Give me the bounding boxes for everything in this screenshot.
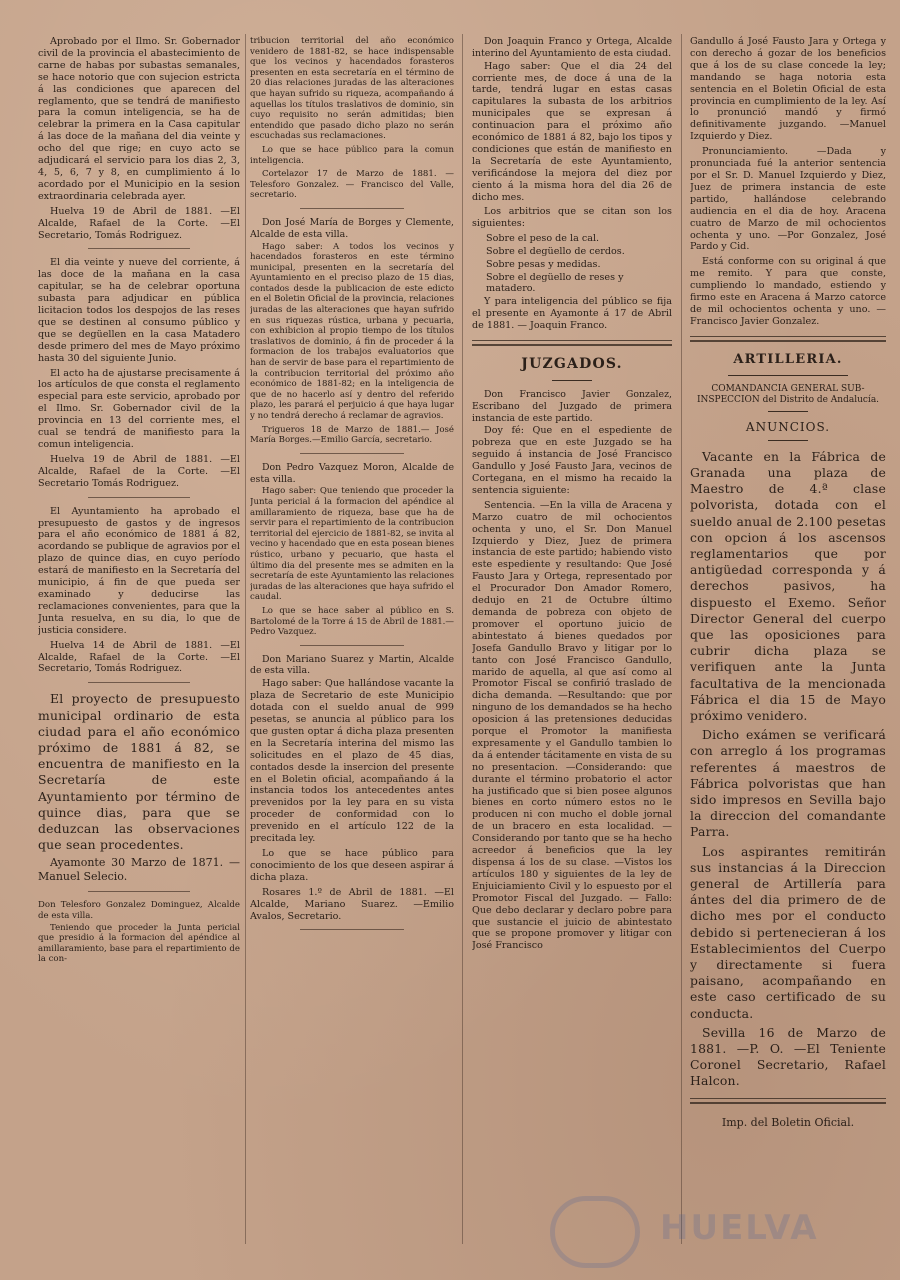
separator bbox=[768, 440, 808, 441]
notice-pronunciamiento: Pronunciamiento. —Dada y pronunciada fué la anterior sentencia por el Sr. D. Manuel Izquierdo y Diez, Juez de primera instancia de este partido, hallándose celebrando audiencia en el dia de hoy. Aracena cuatro de Marzo de mil ochocientos ochenta y uno. —Por Gonzalez, José Pardo y Cid. bbox=[690, 146, 886, 253]
notice-text: Lo que se hace público para conocimiento de los que deseen aspirar á dicha plaza. bbox=[250, 847, 454, 883]
notice-heading: Don Mariano Suarez y Martin, Alcalde de esta villa. bbox=[250, 653, 454, 677]
column-3 bbox=[472, 36, 672, 1248]
column-4 bbox=[690, 36, 886, 1248]
list-item: Sobre el degüello de cerdos. bbox=[486, 246, 625, 258]
notice-heading: Don Telesforo Gonzalez Dominguez, Alcalde de esta villa. bbox=[38, 900, 240, 921]
separator bbox=[300, 208, 404, 209]
column-divider bbox=[245, 34, 246, 1244]
list-item: Sobre pesas y medidas. bbox=[486, 258, 601, 270]
notice-continuation: tribucion territorial del año económico venidero de 1881-82, se hace indispensable que los vecinos y hacendados forasteros presenten en esta secretaría en el término de 20 dias relaciones juradas de las alteraciones que hayan sufrido su riqueza, acompañando á aquellas los títulos traslativos de dominio, sin cuyo requisito no serán admitidas; bien entendido que pasado dicho plazo no serán escuchadas sus reclamaciones. bbox=[250, 36, 454, 142]
notice-continuation: Gandullo á José Fausto Jara y Ortega y con derecho á gozar de los beneficios que á los de su clase concede la ley; mandando se haga notoria esta sentencia en el Boletin Oficial de esta provincia en cumplimiento de la ley. Así lo pronunció mandó y firmó definitivamente juzgando. —Manuel Izquierdo y Diez. bbox=[690, 36, 886, 143]
notice-text: Y para inteligencia del público se fija el presente en Ayamonte á 17 de Abril de 1881. — Joaquin Franco. bbox=[472, 296, 672, 332]
section-heading-anuncios: ANUNCIOS. bbox=[745, 419, 831, 434]
signature: Ayamonte 30 Marzo de 1871. —Manuel Selecio. bbox=[38, 856, 240, 884]
separator bbox=[88, 248, 190, 249]
separator bbox=[728, 375, 848, 376]
separator bbox=[300, 645, 404, 646]
section-heading-juzgados: JUZGADOS. bbox=[521, 355, 623, 372]
notice-heading: Don Pedro Vazquez Moron, Alcalde de esta villa. bbox=[250, 461, 454, 485]
notice-arbitrios: Hago saber: Que el dia 24 del corriente mes, de doce á una de la tarde, tendrá lugar en estas casas capitulares la subasta de los arbitrios municipales que se expresan á continuacion para el próximo año económico de 1881 á 82, bajo los tipos y condiciones que están de manifiesto en la Secretaría de este Ayuntamiento, verificándose la mejora del diez por ciento á la misma hora del dia 26 de dicho mes. bbox=[472, 60, 672, 203]
notice-heading: Don Francisco Javier Gonzalez, Escribano del Juzgado de primera instancia de este partido. bbox=[472, 388, 672, 424]
notice-conforme: Está conforme con su original á que me remito. Y para que conste, cumpliendo lo mandado, estiendo y firmo este en Aracena á Marzo catorce de mil ochocientos ochenta y uno. —Francisco Javier Gonzalez. bbox=[690, 256, 886, 327]
notice-heading: Don José María de Borges y Clemente, Alcalde de esta villa. bbox=[250, 216, 454, 240]
notice-vacante-fabrica: Vacante en la Fábrica de Granada una plaza de Maestro de 4.ª clase polvorista, dotada con el sueldo anual de 2.100 pesetas con opcion á los ascensos reglamentarios que por antigüedad corresponda y á derechos pasivos, ha dispuesto el Exemo. Señor Director General del cuerpo que las oposiciones para cubrir dicha plaza se verifiquen ante la Junta facultativa de la mencionada Fábrica el dia 15 de Mayo próximo venidero. bbox=[690, 448, 886, 723]
notice-bartolome: Hago saber: Que teniendo que proceder la Junta pericial á la formacion del apéndice al amillaramiento de riqueza, base que ha de servir para el repartimiento de la contribucion territorial del ejercicio de 1881-82, se invita al vecino y hacendado que en esta posean bienes rústico, urbano y pecuario, que hasta el último dia del presente mes se admiten en la secretaría de este Ayuntamiento las relaciones juradas de las alteraciones que haya sufrido el caudal. bbox=[250, 486, 454, 603]
list-item: Sobre el degüello de reses y matadero. bbox=[486, 271, 624, 295]
notice-aspirantes: Los aspirantes remitirán sus instancias á la Direccion general de Artillería para ántes del dia primero de de dicho mes por el conducto debido si pertenecieran á los Establecimientos del Cuerpo y directamente si fuera paisano, acompañando en este caso certificado de su conducta. bbox=[690, 843, 886, 1021]
signature: Cortelazor 17 de Marzo de 1881. —Telesforo Gonzalez. — Francisco del Valle, secretario. bbox=[250, 169, 454, 201]
separator bbox=[88, 891, 190, 892]
notice-text: Lo que se hace público para la comun inteligencia. bbox=[250, 144, 454, 166]
list-item: Sobre el peso de la cal. bbox=[486, 233, 600, 245]
signature: Sevilla 16 de Marzo de 1881. —P. O. —El Teniente Coronel Secretario, Rafael Halcon. bbox=[690, 1024, 886, 1089]
notice-heading: Don Joaquin Franco y Ortega, Alcalde interino del Ayuntamiento de esta ciudad. bbox=[472, 36, 672, 59]
notice-secretario-vacante: Hago saber: Que hallándose vacante la plaza de Secretario de este Municipio dotada con el sueldo anual de 999 pesetas, se anuncia al público para los que gusten optar á dicha plaza presenten en la Secretaría interina del mismo las solicitudes en el plazo de 45 dias, contados desde la insercion del presente en el Boletin oficial, acompañando á la instancia todos los antecedentes antes prevenidos por la ley para en su vista proceder de conformidad con lo prevenido en el artículo 122 de la precitada ley. bbox=[250, 678, 454, 845]
notice-pobreza: Doy fé: Que en el espediente de pobreza que en este Juzgado se ha seguido á instancia de José Francisco Gandullo y José Fausto Jara, vecinos de Cortegana, en el mismo ha recaido la sentencia siguiente: bbox=[472, 425, 672, 496]
separator bbox=[552, 380, 592, 381]
notice-sentencia: Sentencia. —En la villa de Aracena y Marzo cuatro de mil ochocientos ochenta y uno, el Sr. Don Manuel Izquierdo y Diez, Juez de primera instancia de este partido; habiendo visto este espediente y resultando: Que José Fausto Jara y Ortega, representado por el Procurador Don Amador Romero, dedujo en 21 de Octubre último demanda de pobreza con objeto de promover el oportuno juicio de abintestato á bienes quedados por Josefa Gandullo Bravo y litigar por lo tanto con José Francisco Gandullo, marido de aquella, al que así como al Promotor Fiscal se confirió traslado de dicha demanda. —Resultando: que por ninguno de los demandados se ha hecho oposicion á las pretensiones deducidas porque el Promotor la manifiesta expresamente y el Gandullo tambien lo da á entender tácitamente en vista de su no presentacion. —Considerando: que durante el término probatorio el actor ha justificado que si bien posee algunos bienes en corto número estos no le producen ni con mucho el doble jornal de un bracero en esta localidad. —Considerando por tanto que se ha hecho acreedor á beneficios que la ley dispensa á los de su clase. —Vistos los artículos 180 y siguientes de la ley de Enjuiciamiento Civil y lo espuesto por el Promotor Fiscal del Juzgado. — Fallo: Que debo declarar y declaro pobre para que sustancie el juicio de abintestato que se propone promover y litigar con José Francisco bbox=[472, 499, 672, 952]
notice-despojos-reglamento: El acto ha de ajustarse precisamente á los artículos de que consta el reglamento especial para este servicio, aprobado por el Ilmo. Sr. Gobernador civil de la provincia en 13 del corriente mes, el cual se tendrá de manifiesto para la comun inteligencia. bbox=[38, 367, 240, 450]
separator bbox=[88, 682, 190, 683]
separator bbox=[88, 497, 190, 498]
column-2 bbox=[250, 36, 454, 1248]
separator bbox=[300, 453, 404, 454]
section-rule bbox=[690, 1098, 886, 1104]
notice-presupuesto-ayamonte: El proyecto de presupuesto municipal ordinario de esta ciudad para el año económico próximo de 1881 á 82, se encuentra de manifiesto en la Secretaría de este Ayuntamiento por término de quince dias, para que se deduzcan las observaciones que sean procedentes. bbox=[38, 691, 240, 853]
column-divider bbox=[681, 34, 682, 1244]
column-1 bbox=[38, 36, 240, 1248]
separator bbox=[300, 929, 404, 930]
printer-imprint: Imp. del Boletin Oficial. bbox=[721, 1115, 855, 1129]
archive-watermark-logo bbox=[530, 1188, 830, 1268]
section-heading-artilleria: ARTILLERIA. bbox=[733, 351, 843, 367]
section-rule bbox=[472, 340, 672, 346]
section-rule bbox=[690, 336, 886, 342]
column-divider bbox=[462, 34, 463, 1244]
separator bbox=[768, 411, 808, 412]
notice-carne-subasta: Aprobado por el Ilmo. Sr. Gobernador civil de la provincia el abastecimiento de carne de habas por subastas semanales, se hace notorio que con sujecion estricta á las condiciones que aparecen del reglamento, que se tendrá de manifiesto para la comun inteligencia, se ha de celebrar la primera en la Casa capitular á las doce de la mañana del dia veinte y ocho del que rige; en cuyo acto se adjudicará el servicio para los dias 2, 3, 4, 5, 6, 7 y 8, en cumplimiento á lo acordado por el Municipio en la sesion extraordinaria celebrada ayer. bbox=[38, 36, 240, 202]
section-subheading: COMANDANCIA GENERAL SUB-INSPECCION del Distrito de Andalucía. bbox=[696, 383, 880, 406]
signature: Huelva 14 de Abril de 1881. —El Alcalde, Rafael de la Corte. —El Secretario, Tomás Rodriguez. bbox=[38, 639, 240, 675]
notice-trigueros: Hago saber: A todos los vecinos y hacendados forasteros en este término municipal, presenten en la secretaría del Ayuntamiento en el preciso plazo de 15 dias, contados desde la publicacion de este edicto en el Boletin Oficial de la provincia, relaciones juradas de las alteraciones que hayan sufrido en sus riquezas rústica, urbana y pecuaria, con exhibicion al propio tiempo de los títulos traslativos de dominio, á fin de proceder á la formacion de los trabajos evaluatorios que han de servir de base para el repartimiento de la contribucion territorial del próximo año económico de 1881-82; en la inteligencia de que de no hacerlo así y dentro del referido plazo, les parará el perjuicio á que haya lugar y no tendrá derecho á reclamar de agravios. bbox=[250, 241, 454, 421]
notice-text: Lo que se hace saber al público en S. Bartolomé de la Torre á 15 de Abril de 1881.—Pedro Vazquez. bbox=[250, 605, 454, 638]
notice-examen: Dicho exámen se verificará con arreglo á los programas referentes á maestros de Fábrica polvoristas que han sido impresos en Sevilla bajo la direccion del comandante Parra. bbox=[690, 727, 886, 840]
notice-despojos: El dia veinte y nueve del corriente, á las doce de la mañana en la casa capitular, se ha de celebrar oportuna subasta para adjudicar en pública licitacion todos los despojos de las reses que se destinen al consumo público y que se degüellen en la casa Matadero desde primero del mes de Mayo próximo hasta 30 del siguiente Junio. bbox=[38, 257, 240, 364]
signature: Rosares 1.º de Abril de 1881. —El Alcalde, Mariano Suarez. —Emilio Avalos, Secretario. bbox=[250, 886, 454, 922]
notice-junta-pericial: Teniendo que proceder la Junta pericial que presidio á la formacion del apéndice al amillaramiento, base para el repartimiento de la con- bbox=[38, 922, 240, 965]
signature: Huelva 19 de Abril de 1881. —El Alcalde, Rafael de la Corte. —El Secretario, Tomás Rodriguez. bbox=[38, 205, 240, 241]
notice-text: Los arbitrios que se citan son los siguientes: bbox=[472, 206, 672, 230]
notice-presupuesto-aprobado: El Ayuntamiento ha aprobado el presupuesto de gastos y de ingresos para el año económico de 1881 á 82, acordando se publique de agravios por el plazo de quince dias, en cuyo período estará de manifiesto en la Secretaría del municipio, á fin de que pueda ser examinado y deducirse las reclamaciones convenientes, para que la Junta resuelva, en su dia, lo que de justicia considere. bbox=[38, 505, 240, 636]
signature: Trigueros 18 de Marzo de 1881.— José María Borges.—Emilio García, secretario. bbox=[250, 424, 454, 446]
watermark-text: HUELVA bbox=[660, 1208, 819, 1248]
signature: Huelva 19 de Abril de 1881. —El Alcalde, Rafael de la Corte. —El Secretario Tomás Rodriguez. bbox=[38, 453, 240, 489]
watermark-emblem bbox=[550, 1196, 640, 1268]
